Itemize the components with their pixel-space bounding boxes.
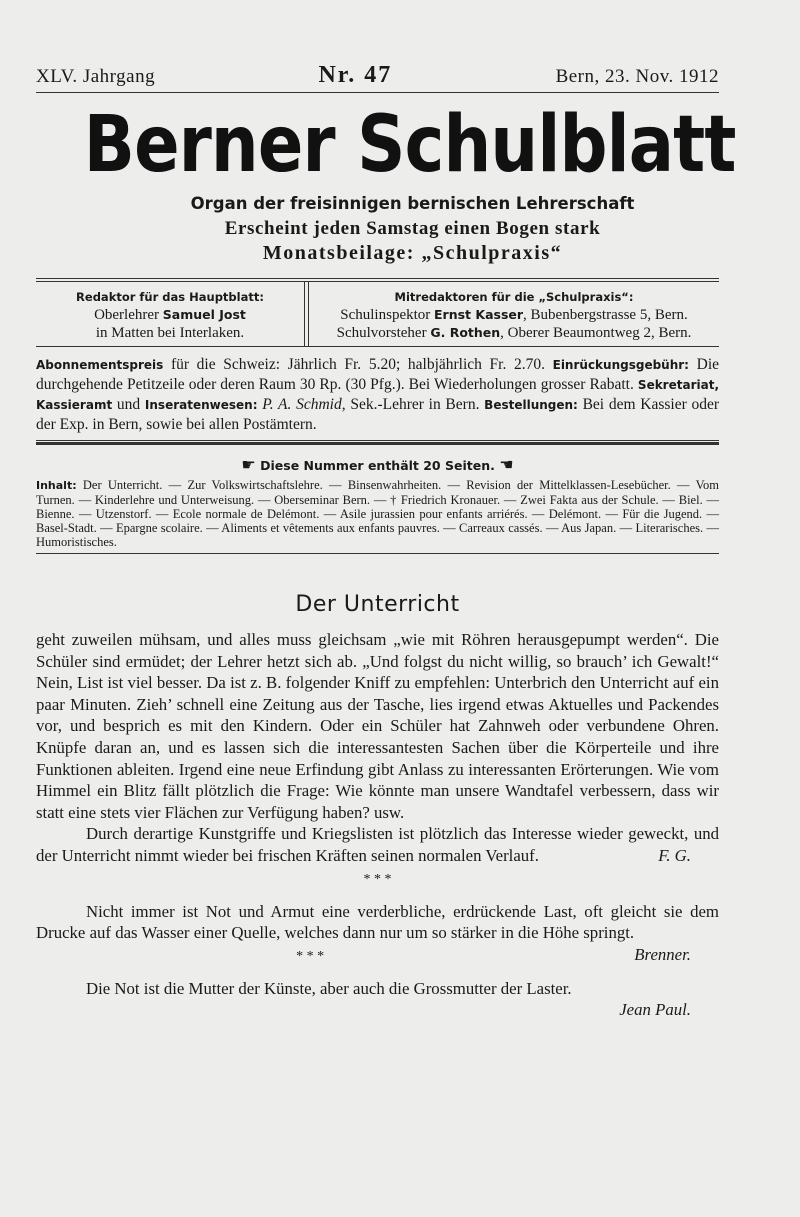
masthead-subtitle-2: Erscheint jeden Samstag einen Bogen stark xyxy=(224,218,601,239)
newspaper-page xyxy=(36,62,736,1021)
article-author: F. G. xyxy=(658,845,691,865)
separator-stars-2: * * * xyxy=(296,948,325,964)
separator-stars-1: * * * xyxy=(363,871,392,887)
editor-co-line2: Schulvorsteher G. Rothen, Oberer Beaumontweg 2, Bern. xyxy=(336,325,692,341)
editor-main-label: Redaktor für das Hauptblatt: xyxy=(76,290,264,304)
masthead-title: Berner Schulblatt xyxy=(83,100,736,190)
quote-1: Nicht immer ist Not und Armut eine verderbliche, erdrückende Last, oft gleicht sie dem Drucke auf das Wasser einer Quelle, welches dann nur um so stärker in die Höhe springt. Brenner. xyxy=(36,901,719,964)
editor-main-line1: Oberlehrer Samuel Jost xyxy=(94,307,246,323)
masthead-subtitle-3: Monatsbeilage: „Schulpraxis“ xyxy=(262,242,563,264)
pointing-hand-left-icon: ☚ xyxy=(499,455,514,474)
article-paragraph-2: Durch derartige Kunstgriffe und Kriegslisten ist plötzlich das Interesse wieder geweckt, und der Unterricht nimmt wieder bei frischen Kräften seinen normalen Verlauf. F. G. xyxy=(36,824,719,865)
issue-note-line xyxy=(36,455,719,474)
quote-1-author: Brenner. xyxy=(634,944,691,964)
editor-main xyxy=(36,282,305,346)
editor-main-line2: in Matten bei Interlaken. xyxy=(95,325,245,341)
article-paragraph-1: geht zuweilen mühsam, und alles muss gleichsam „wie mit Röhren herausgepumpt werden“. Die Schüler sind ermüdet; der Lehrer hetzt sich ab. „Und folgst du nicht willig, so brauch’ ich Gewalt!“ Nein, List ist viel besser. Da ist z. B. folgender Kniff zu empfehlen: Unterbrich den Unterricht auf ein paar Minuten. Zieh’ schnell eine Zeitung aus der Tasche, lies irgend etwas Aktuelles und Packendes vor, und besprich es mit den Kindern. Oder ein Schüler hat Zahnweh oder verbundene Ohren. Knüpfe daran an, und es lassen sich die interessantesten Sachen über die Körperteile und ihre Funktionen ableiten. Irgend eine neue Erfindung gibt Anlass zu interessanten Erörterungen. Wie vom Himmel ein Blitz fällt plötzlich die Frage: Wie könnte man unsere Wandtafel verbessern, dass wir statt eine stets vier Flächen zur Verfügung haben? usw. xyxy=(36,630,719,822)
editor-co xyxy=(308,282,719,346)
contents-separator xyxy=(36,553,719,554)
pointing-hand-right-icon: ☛ xyxy=(241,455,256,474)
place-date: Bern, 23. Nov. 1912 xyxy=(555,66,719,87)
editor-co-line1: Schulinspektor Ernst Kasser, Bubenbergstrasse 5, Bern. xyxy=(340,307,688,323)
subscription-info: Abonnementspreis für die Schweiz: Jährlich Fr. 5.20; halbjährlich Fr. 2.70. Einrückungsgebühr: Die durchgehende Petitzeile oder deren Raum 30 Rp. (30 Pfg.). Bei Wiederholungen grosser Rabatt. Sekretariat, Kassieramt und Inseratenwesen: P. A. Schmid, Sek.-Lehrer in Bern. Bestellungen: Bei dem Kassier oder der Exp. in Bern, sowie bei allen Postämtern. xyxy=(36,347,719,441)
quote-2-author: Jean Paul. xyxy=(619,1000,691,1020)
editors-box xyxy=(36,282,719,347)
header-line xyxy=(36,62,719,93)
masthead-subtitle-1: Organ der freisinnigen bernischen Lehrerschaft xyxy=(190,194,635,213)
editor-co-label: Mitredaktoren für die „Schulpraxis“: xyxy=(394,290,634,304)
issue-number: Nr. 47 xyxy=(318,62,393,88)
article-title: Der Unterricht xyxy=(295,592,460,617)
table-of-contents: Inhalt: Der Unterricht. — Zur Volkswirtschaftslehre. — Binsenwahrheiten. — Revision der Mittelklassen-Lesebücher. — Vom Turnen. — Kinderlehre und Unterweisung. — Oberseminar Bern. — † Friedrich Kronauer. — Zwei Fakta aus der Schule. — Biel. — Bienne. — Utzenstorf. — Ecole normale de Delémont. — Asile jurassien pour enfants arriérés. — Delémont. — Für die Jugend. — Basel-Stadt. — Epargne scolaire. — Aliments et vêtements aux enfants pauvres. — Carreaux cassés. — Aus Japan. — Literarisches. — Humoristisches. xyxy=(36,478,719,549)
volume: XLV. Jahrgang xyxy=(36,66,156,87)
article-body xyxy=(36,629,719,1021)
quote-2: Die Not ist die Mutter der Künste, aber auch die Grossmutter der Laster. xyxy=(86,978,572,998)
thick-rule xyxy=(36,442,719,445)
issue-note: Diese Nummer enthält 20 Seiten. xyxy=(260,458,495,473)
